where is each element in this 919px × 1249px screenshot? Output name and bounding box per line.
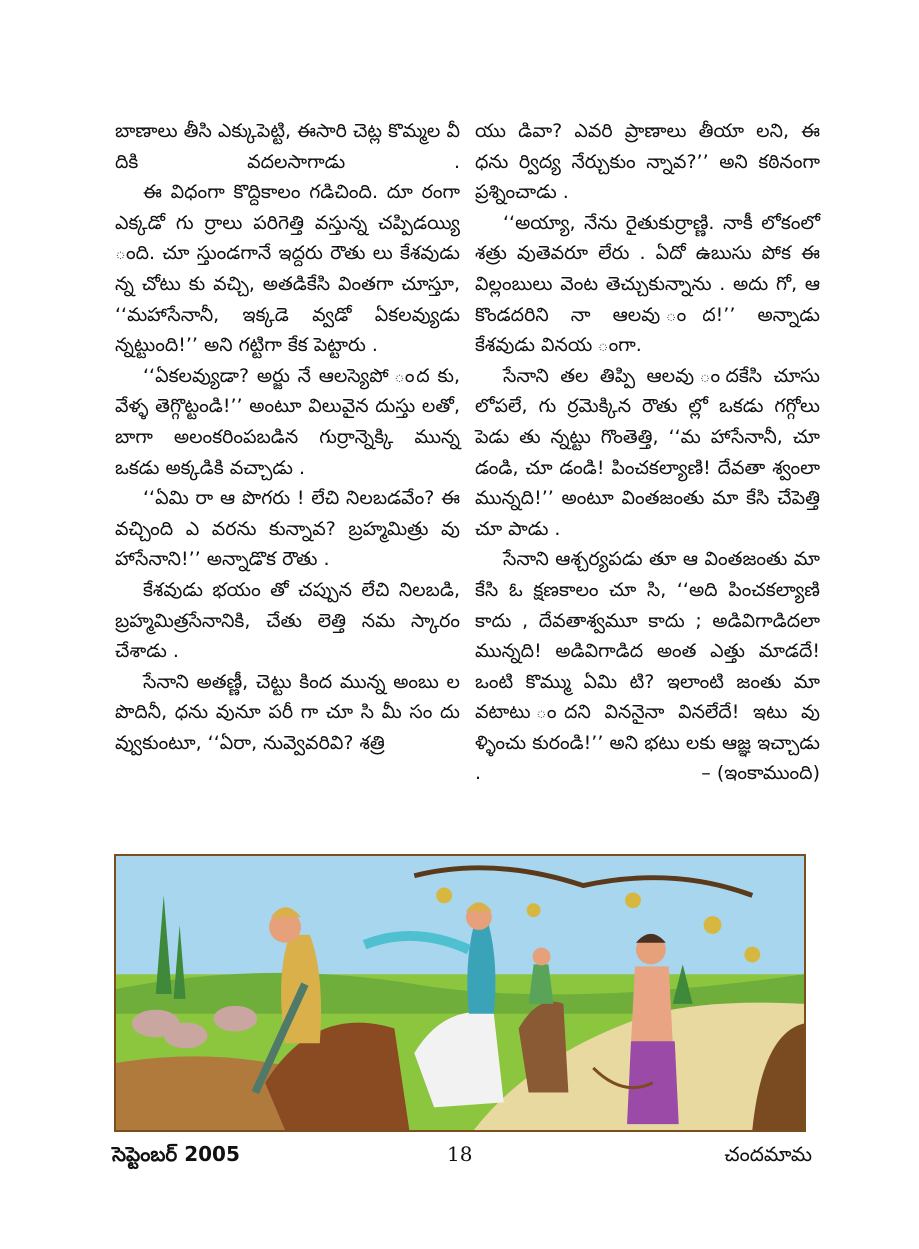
paragraph: ‘‘ఏమి రా ఆ పొగరు ! లేచి నిలబడవేం? ఈ వచ్చింది ఎ వరను కున్నావ? బ్రహ్మమిత్రు వు హాసేనాని!’’ అన్నాడొక రౌతు . bbox=[115, 487, 460, 571]
story-column-left bbox=[115, 116, 460, 758]
paragraph: ‘‘అయ్యా, నేను రైతుకుర్రాణ్ణి. నాకీ లోకంలో శత్రు వుతెవరూ లేరు . ఏదో ఉబుసు పోక ఈ విల్లంబులు వెంట తెచ్చుకున్నాను . అదు గో, ఆ కొండదరిని నా ఆలవు ంద!’’ అన్నాడు కేశవుడు వినయ ంగా. bbox=[475, 211, 820, 357]
paragraph-text: సేనాని ఆశ్చర్యపడు తూ ఆ వింతజంతు మా కేసి ఓ క్షణకాలం చూ సి, ‘‘అది పించకల్యాణి కాదు , దేవతాశ్వమూ కాదు ; అడివిగాడిదలా మున్నది! అడివిగాడిద అంత ఎత్తు మాడదే! ఒంటి కొమ్ము ఏమి టి? ఇలాంటి జంతు మా వటాటు ందని విననైనా వినలేదే! ఇటు వు ళ్ళించు కురండి!’’ అని భటు లకు ఆజ్ఞ ఇచ్చాడు . bbox=[475, 548, 820, 785]
page-footer bbox=[112, 1142, 812, 1176]
story-illustration bbox=[114, 854, 806, 1132]
illustration-scene bbox=[116, 856, 804, 1130]
story-column-right bbox=[475, 116, 820, 789]
paragraph: బాణాలు తీసి ఎక్కుపెట్టి, ఈసారి చెట్ల కొమ్మల వీ దికి వదలసాగాడు . bbox=[115, 120, 460, 173]
paragraph: సేనాని తల తిప్పి ఆలవు ందకేసి చూసు లోపలే, గు ర్రమెక్కిన రౌతు ల్లో ఒకడు గగ్గోలు పెడు తు న్నట్టు గొంతెత్తి, ‘‘మ హాసేనానీ, చూ డండి, చూ డండి! పించకల్యాణి! దేవతా శ్వంలా మున్నది!’’ అంటూ వింతజంతు మా కేసి చేపెత్తి చూ పాడు . bbox=[475, 364, 820, 540]
paragraph bbox=[475, 544, 820, 789]
paragraph: ఈ విధంగా కొద్దికాలం గడిచింది. దూ రంగా ఎక్కడో గు ర్రాలు పరిగెత్తి వస్తున్న చప్పిడయ్యి ంది. చూ స్తుండగానే ఇద్దరు రౌతు లు కేశవుడు న్న చోటు కు వచ్చి, అతడికేసి వింతగా చూస్తూ, ‘‘మహాసేనానీ, ఇక్కడె వ్వడో ఏకలవ్యుడు న్నట్టుంది!’’ అని గట్టిగా కేక పెట్టారు . bbox=[115, 181, 460, 357]
paragraph: కేశవుడు భయం తో చప్పున లేచి నిలబడి, బ్రహ్మమిత్రసేనానికి, చేతు లెత్తి నమ స్కారం చేశాడు . bbox=[115, 578, 460, 663]
issue-date: సెప్టెంబర్ 2005 bbox=[112, 1142, 240, 1166]
page-number: 18 bbox=[447, 1142, 473, 1166]
paragraph: ‘‘ఏకలవ్యుడా? అర్జు నే ఆలస్యెపో ంద కు, వేళ్ళ తెగ్గొట్టండి!’’ అంటూ విలువైన దుస్తు లతో, బాగా అలంకరింపబడిన గుర్రాన్నెక్కి మున్న ఒకడు అక్కడికి వచ్చాడు . bbox=[115, 364, 460, 479]
to-be-continued: – (ఇంకాముంది) bbox=[701, 762, 820, 785]
paragraph: యు డివా? ఎవరి ప్రాణాలు తీయా లని, ఈ ధను ర్విద్య నేర్చుకుం న్నావ?’’ అని కఠినంగా ప్రశ్నించాడు . bbox=[475, 120, 820, 204]
paragraph: సేనాని అతణ్ణీ, చెట్టు కింద మున్న అంబు ల పొదినీ, ధను వునూ పరీ గా చూ సి మీ సం దు వ్వుకుంటూ, ‘‘ఏరా, నువ్వెవరివి? శత్రి bbox=[115, 670, 460, 754]
magazine-name: చందమామ bbox=[724, 1142, 812, 1166]
